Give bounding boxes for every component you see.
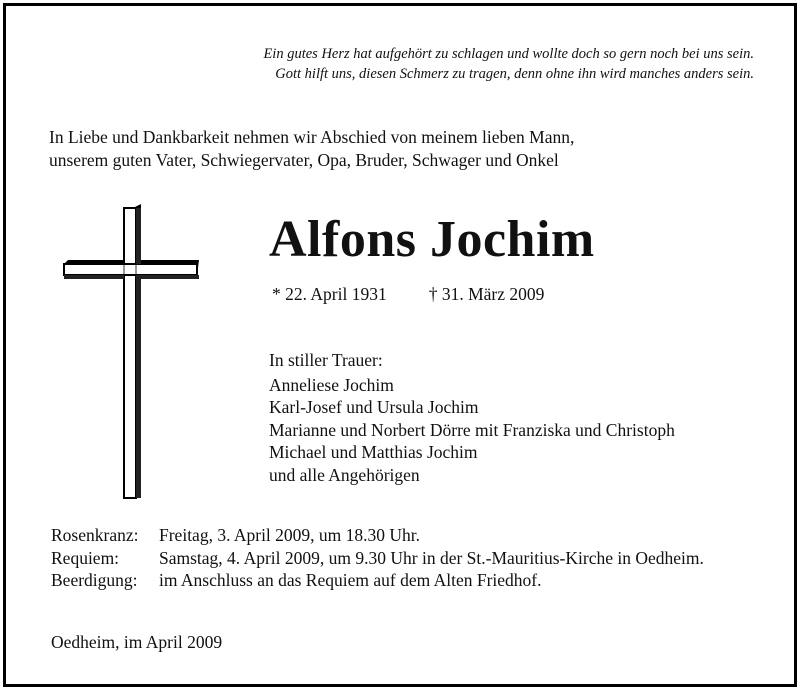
- mourners-block: [269, 349, 675, 486]
- event-row-requiem: [51, 547, 704, 570]
- event-label: Beerdigung:: [51, 570, 138, 590]
- birth-date: * 22. April 1931: [272, 284, 387, 304]
- event-text: Samstag, 4. April 2009, um 9.30 Uhr in der St.-Mauritius-Kirche in Oedheim.: [159, 547, 704, 568]
- motto-line-2: Gott hilft uns, diesen Schmerz zu tragen, denn ohne ihn wird manches anders sein.: [275, 66, 754, 82]
- life-dates: [272, 283, 544, 305]
- intro-line-2: unserem guten Vater, Schwiegervater, Opa, Bruder, Schwager und Onkel: [49, 150, 559, 170]
- mourner-name: Michael und Matthias Jochim: [269, 442, 478, 462]
- event-text: Freitag, 3. April 2009, um 18.30 Uhr.: [159, 525, 421, 545]
- mourner-name: Marianne und Norbert Dörre mit Franziska und Christoph: [269, 419, 675, 440]
- intro-text: [49, 126, 574, 172]
- event-label: Rosenkranz:: [51, 525, 139, 545]
- cross-icon: [61, 202, 206, 502]
- mourner-name: Anneliese Jochim: [269, 374, 394, 395]
- mourner-name: Karl-Josef und Ursula Jochim: [269, 397, 479, 417]
- death-date: † 31. März 2009: [428, 284, 545, 304]
- service-schedule: [51, 524, 704, 592]
- deceased-name: Alfons Jochim: [269, 211, 595, 268]
- event-text: im Anschluss an das Requiem auf dem Alten Friedhof.: [159, 570, 542, 590]
- place-date: Oedheim, im April 2009: [51, 632, 223, 652]
- mourners-heading: In stiller Trauer:: [269, 350, 383, 370]
- intro-line-1: In Liebe und Dankbarkeit nehmen wir Abschied von meinem lieben Mann,: [49, 127, 575, 147]
- mourner-name: und alle Angehörigen: [269, 464, 420, 485]
- event-label: Requiem:: [51, 547, 120, 568]
- motto-line-1: Ein gutes Herz hat aufgehört zu schlagen und wollte doch so gern noch bei uns sein.: [263, 46, 754, 62]
- motto-verse: [263, 44, 754, 84]
- event-row-rosenkranz: [51, 524, 704, 547]
- obituary-notice: [3, 3, 797, 687]
- event-row-beerdigung: [51, 569, 704, 592]
